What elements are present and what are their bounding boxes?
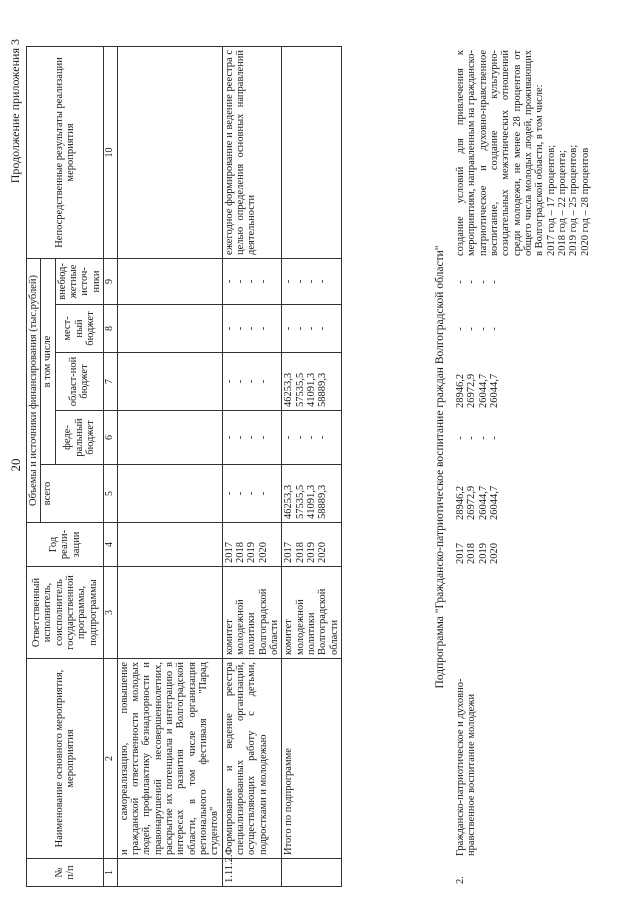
amount-value: 26044,7 <box>477 373 489 408</box>
col-number: 3 <box>103 567 117 659</box>
row-result: ежегодное формирование и ведение реестра с целью определения основных направлений деятельности <box>222 46 282 258</box>
dash-value: - <box>257 491 269 496</box>
amount-value: 58889,3 <box>317 484 329 519</box>
year-value: 2018 <box>294 542 306 563</box>
dash-value: - <box>257 379 269 384</box>
dash-value: - <box>466 327 478 331</box>
dash-value: - <box>306 279 318 284</box>
dash-value: - <box>294 279 306 284</box>
year-value: 2019 <box>246 542 258 563</box>
dash-value: - <box>235 326 247 331</box>
amount-value: 26044,7 <box>477 485 489 520</box>
continuation-label: Продолжение приложения 3 <box>8 39 22 184</box>
dash-value: - <box>283 326 295 331</box>
year-value: 2017 <box>283 542 295 563</box>
header-including: в том числе <box>41 258 55 464</box>
regional-values <box>282 353 342 411</box>
table-row <box>454 47 592 887</box>
amount-value: 57535,5 <box>294 484 306 519</box>
dash-value: - <box>283 279 295 284</box>
result-list-item: 2018 год – 22 процента; <box>556 150 568 256</box>
header-year: Год реали-зации <box>27 523 104 567</box>
header-result: Непосредственные результаты реализации мероприятия <box>27 46 104 258</box>
amount-value: 46253,3 <box>283 484 295 519</box>
local-values <box>282 305 342 353</box>
amount-value: 28946,2 <box>455 485 466 520</box>
header-name: Наименование основного мероприятия, мероприятия <box>27 659 104 859</box>
local-values <box>454 305 592 353</box>
dash-value: - <box>466 436 478 440</box>
col-number: 7 <box>103 353 117 411</box>
dash-value: - <box>257 326 269 331</box>
header-responsible: Ответственный исполнитель, соисполнитель государственной программы, подпрограммы <box>27 567 104 659</box>
continued-text: и самореализацию, повышение гражданской ответственности молодых людей, профилактику безнадзорности и правонарушений несовершеннолетних, раскрытие их потенциала и интеграцию в интересах развития Волгоградской области, в том числе организация регионального фестиваля "Парад студентов" <box>117 659 222 859</box>
dash-value: - <box>317 435 329 440</box>
row-number: 1.11.2. <box>222 859 282 887</box>
header-regional: област-ной бюджет <box>55 353 103 411</box>
amount-value: 26044,7 <box>488 373 500 408</box>
row-result <box>454 47 592 259</box>
dash-value: - <box>466 280 478 284</box>
col-number: 2 <box>103 659 117 859</box>
dash-value: - <box>477 280 489 284</box>
result-list-item: 2017 год – 17 процентов; <box>545 144 557 256</box>
header-total: всего <box>41 465 104 523</box>
amount-value: 41091,3 <box>306 484 318 519</box>
header-federal: феде-ральный бюджет <box>55 411 103 465</box>
dash-value: - <box>257 279 269 284</box>
result-list-item: 2020 год – 28 процентов <box>579 147 591 256</box>
dash-value: - <box>235 379 247 384</box>
amount-value: 41091,3 <box>306 372 318 407</box>
header-num: № п/п <box>27 859 104 887</box>
row-years <box>282 523 342 567</box>
col-number: 1 <box>103 859 117 887</box>
page-number: 20 <box>8 458 23 472</box>
year-value: 2020 <box>257 542 269 563</box>
dash-value: - <box>246 379 258 384</box>
dash-value: - <box>455 280 466 284</box>
dash-value: - <box>488 436 500 440</box>
row-responsible: комитет молодежной политики Волгоградской области <box>282 567 342 659</box>
dash-value: - <box>477 327 489 331</box>
col-number: 5 <box>103 465 117 523</box>
dash-value: - <box>235 279 247 284</box>
amount-value: 26044,7 <box>488 485 500 520</box>
row-name: Формирование и ведение реестра специализированных организаций, осуществляющих работу с детьми, подростками и молодежью <box>222 659 282 859</box>
dash-value: - <box>246 279 258 284</box>
year-value: 2017 <box>223 542 235 563</box>
subprogram-table <box>454 47 592 887</box>
dash-value: - <box>235 435 247 440</box>
amount-value: 46253,3 <box>283 372 295 407</box>
header-funding: Объемы и источники финансирования (тыс.рублей) <box>27 258 41 522</box>
col-number: 8 <box>103 305 117 353</box>
funding-table <box>26 46 342 887</box>
extrabudget-values <box>222 258 282 304</box>
year-value: 2020 <box>488 543 500 564</box>
row-responsible: комитет молодежной политики Волгоградской области <box>222 567 282 659</box>
row-number: 2. <box>455 876 466 884</box>
dash-value: - <box>223 279 235 284</box>
col-number: 9 <box>103 258 117 304</box>
col-number: 4 <box>103 523 117 567</box>
amount-value: 26972,9 <box>466 373 478 408</box>
table-row <box>117 46 222 886</box>
header-local: мест-ный бюджет <box>55 305 103 353</box>
rotated-sheet <box>6 35 618 895</box>
dash-value: - <box>477 436 489 440</box>
total-values <box>222 465 282 523</box>
year-value: 2018 <box>235 542 247 563</box>
amount-value: 57535,5 <box>294 372 306 407</box>
row-name: Гражданско-патриотическое и духовно-нравственное воспитание молодежи <box>455 678 478 856</box>
subprogram-heading: Подпрограмма "Гражданско-патриотическое воспитание граждан Волгоградской области" <box>434 245 446 689</box>
dash-value: - <box>455 327 466 331</box>
year-value: 2017 <box>455 543 466 564</box>
federal-values <box>454 411 592 465</box>
header-extrabudget: внебюд-жетные источ-ники <box>55 258 103 304</box>
dash-value: - <box>223 491 235 496</box>
dash-value: - <box>488 327 500 331</box>
result-text: создание условий для привлечения к мероприятиям, направленным на гражданско-патриотическое и духовно-нравственное воспитание, создание культурно-созидательных межэтнических отношений среди молодежи, не менее 28 процентов от общего числа молодых людей, проживающих в Волгоградской области, в том числе: <box>455 50 546 256</box>
row-years <box>454 523 592 567</box>
dash-value: - <box>246 435 258 440</box>
dash-value: - <box>488 280 500 284</box>
table-row <box>222 46 282 886</box>
dash-value: - <box>283 435 295 440</box>
amount-value: 26972,9 <box>466 485 478 520</box>
dash-value: - <box>235 491 247 496</box>
dash-value: - <box>223 326 235 331</box>
dash-value: - <box>294 435 306 440</box>
col-number: 6 <box>103 411 117 465</box>
year-value: 2019 <box>306 542 318 563</box>
federal-values <box>222 411 282 465</box>
federal-values <box>282 411 342 465</box>
row-years <box>222 523 282 567</box>
dash-value: - <box>317 279 329 284</box>
dash-value: - <box>257 435 269 440</box>
dash-value: - <box>306 326 318 331</box>
dash-value: - <box>223 435 235 440</box>
amount-value: 58889,3 <box>317 372 329 407</box>
total-values <box>282 465 342 523</box>
dash-value: - <box>223 379 235 384</box>
year-value: 2018 <box>466 543 478 564</box>
amount-value: 28946,2 <box>455 373 466 408</box>
dash-value: - <box>246 491 258 496</box>
regional-values <box>454 353 592 411</box>
dash-value: - <box>306 435 318 440</box>
row-name: Итого по подпрограмме <box>282 659 342 859</box>
year-value: 2020 <box>317 542 329 563</box>
dash-value: - <box>294 326 306 331</box>
dash-value: - <box>317 326 329 331</box>
dash-value: - <box>455 436 466 440</box>
extrabudget-values <box>282 258 342 304</box>
year-value: 2019 <box>477 543 489 564</box>
col-number: 10 <box>103 46 117 258</box>
extrabudget-values <box>454 259 592 305</box>
regional-values <box>222 353 282 411</box>
table-row <box>282 46 342 886</box>
local-values <box>222 305 282 353</box>
total-values <box>454 465 592 523</box>
result-list-item: 2019 год – 25 процентов; <box>568 144 580 256</box>
dash-value: - <box>246 326 258 331</box>
